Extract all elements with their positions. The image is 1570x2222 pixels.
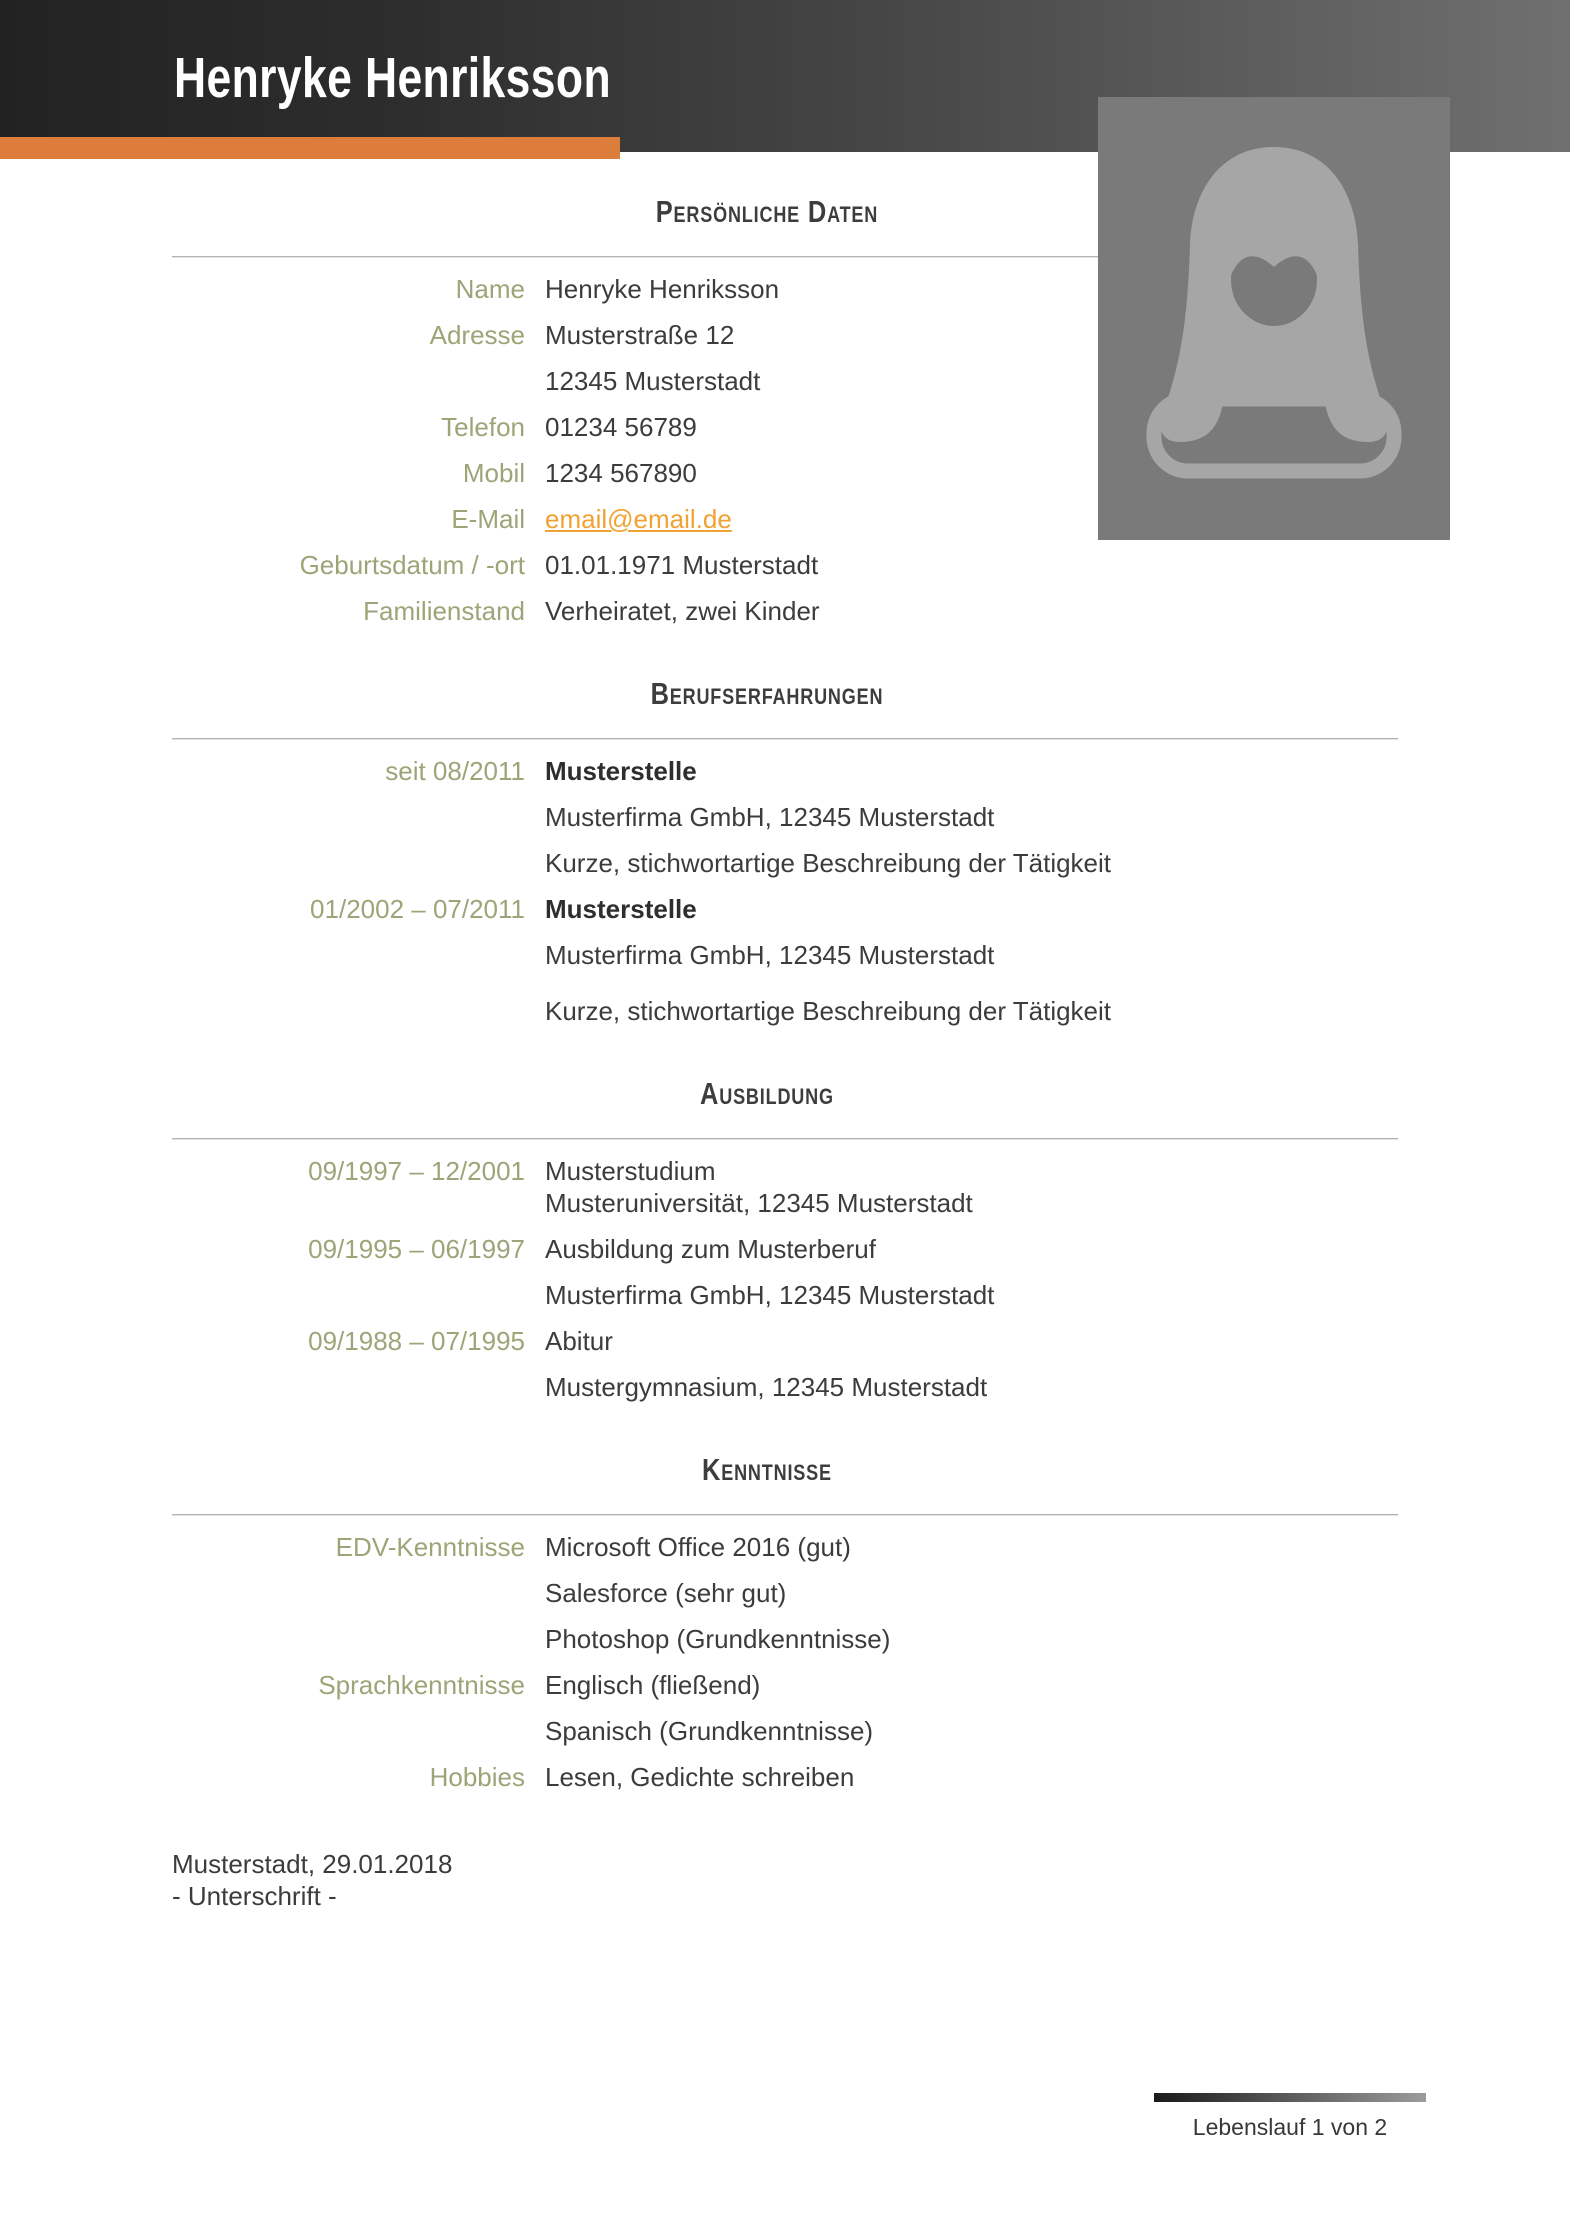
profile-photo bbox=[1098, 97, 1450, 540]
row-label: Hobbies bbox=[429, 1762, 525, 1792]
page-number-label: Lebenslauf 1 von 2 bbox=[1192, 2114, 1388, 2140]
section-heading-ausbildung: Ausbildung bbox=[700, 1076, 834, 1111]
row-label bbox=[172, 848, 525, 878]
row-label: Mobil bbox=[462, 458, 525, 488]
row-label: 09/1997 – 12/2001 bbox=[308, 1156, 525, 1186]
row-label bbox=[172, 366, 525, 396]
row-value: 01234 56789 bbox=[545, 412, 697, 442]
table-row bbox=[172, 1762, 1398, 1792]
row-label: 09/1995 – 06/1997 bbox=[308, 1234, 525, 1264]
table-row bbox=[172, 1234, 1398, 1264]
table-row bbox=[172, 802, 1398, 832]
table-row bbox=[172, 848, 1398, 878]
row-label: Sprachkenntnisse bbox=[318, 1670, 525, 1700]
table-row bbox=[172, 1532, 1398, 1562]
row-value: Ausbildung zum Musterberuf bbox=[545, 1234, 876, 1264]
signature-place-date: Musterstadt, 29.01.2018 bbox=[172, 1849, 453, 1879]
table-row bbox=[172, 1326, 1398, 1356]
table-row bbox=[172, 894, 1398, 924]
table-row bbox=[172, 1372, 1398, 1402]
section-rule bbox=[172, 738, 1398, 740]
row-label: Name bbox=[455, 274, 525, 304]
row-value: Salesforce (sehr gut) bbox=[545, 1578, 787, 1608]
row-value: Musterstraße 12 bbox=[545, 320, 735, 350]
row-value: Mustergymnasium, 12345 Musterstadt bbox=[545, 1372, 988, 1402]
table-row bbox=[172, 1280, 1398, 1310]
row-value: Musterstelle bbox=[545, 756, 697, 786]
table-row bbox=[172, 550, 1398, 580]
row-value: Musterfirma GmbH, 12345 Musterstadt bbox=[545, 802, 995, 832]
person-silhouette-icon bbox=[1098, 97, 1450, 540]
row-label: 01/2002 – 07/2011 bbox=[310, 894, 525, 924]
section-kenntnisse bbox=[172, 1532, 1398, 1808]
email-link[interactable]: email@email.de bbox=[545, 504, 732, 534]
row-value: 12345 Musterstadt bbox=[545, 366, 761, 396]
row-label bbox=[172, 1188, 525, 1218]
signature-placeholder: - Unterschrift - bbox=[172, 1881, 337, 1911]
table-row bbox=[172, 1670, 1398, 1700]
section-heading-persoenliche-daten: Persönliche Daten bbox=[655, 194, 879, 229]
row-label bbox=[172, 802, 525, 832]
row-label: Geburtsdatum / -ort bbox=[299, 550, 525, 580]
section-heading-kenntnisse: Kenntnisse bbox=[702, 1452, 832, 1487]
page-footer bbox=[1154, 2093, 1426, 2141]
table-row bbox=[172, 1578, 1398, 1608]
section-berufserfahrungen bbox=[172, 756, 1398, 1042]
accent-bar bbox=[0, 137, 620, 159]
row-value: Photoshop (Grundkenntnisse) bbox=[545, 1624, 891, 1654]
row-value: Henryke Henriksson bbox=[545, 274, 780, 304]
row-value: Kurze, stichwortartige Beschreibung der Tätigkeit bbox=[545, 996, 1112, 1026]
row-label: seit 08/2011 bbox=[385, 756, 525, 786]
row-label bbox=[172, 1372, 525, 1402]
row-value: 1234 567890 bbox=[545, 458, 697, 488]
row-label bbox=[172, 1716, 525, 1746]
row-label: E-Mail bbox=[451, 504, 525, 534]
row-value: Lesen, Gedichte schreiben bbox=[545, 1762, 855, 1792]
row-label: Telefon bbox=[441, 412, 525, 442]
table-row bbox=[172, 996, 1398, 1026]
row-value: Abitur bbox=[545, 1326, 613, 1356]
row-label: Adresse bbox=[429, 320, 525, 350]
row-label bbox=[172, 1280, 525, 1310]
row-value: Verheiratet, zwei Kinder bbox=[545, 596, 820, 626]
row-label bbox=[172, 1578, 525, 1608]
row-value: Microsoft Office 2016 (gut) bbox=[545, 1532, 851, 1562]
table-row bbox=[172, 1156, 1398, 1186]
table-row bbox=[172, 1188, 1398, 1218]
table-row bbox=[172, 1716, 1398, 1746]
table-row bbox=[172, 1624, 1398, 1654]
row-label: Familienstand bbox=[363, 596, 525, 626]
row-value: Musterstudium bbox=[545, 1156, 716, 1186]
row-label bbox=[172, 996, 525, 1026]
row-value: 01.01.1971 Musterstadt bbox=[545, 550, 819, 580]
section-ausbildung bbox=[172, 1156, 1398, 1418]
section-heading-berufserfahrungen: Berufserfahrungen bbox=[650, 676, 884, 711]
row-value: Musterstelle bbox=[545, 894, 697, 924]
page-footer-bar bbox=[1154, 2093, 1426, 2102]
section-rule bbox=[172, 1138, 1398, 1140]
row-label: EDV-Kenntnisse bbox=[335, 1532, 525, 1562]
row-label bbox=[172, 940, 525, 970]
row-value: Spanisch (Grundkenntnisse) bbox=[545, 1716, 874, 1746]
row-value: Musterfirma GmbH, 12345 Musterstadt bbox=[545, 940, 995, 970]
table-row bbox=[172, 596, 1398, 626]
table-row bbox=[172, 756, 1398, 786]
row-value: Musteruniversität, 12345 Musterstadt bbox=[545, 1188, 973, 1218]
row-value: Kurze, stichwortartige Beschreibung der Tätigkeit bbox=[545, 848, 1112, 878]
table-row bbox=[172, 940, 1398, 970]
candidate-name: Henryke Henriksson bbox=[174, 46, 611, 110]
row-value: Musterfirma GmbH, 12345 Musterstadt bbox=[545, 1280, 995, 1310]
row-label: 09/1988 – 07/1995 bbox=[308, 1326, 525, 1356]
signature-block bbox=[172, 1848, 1398, 1912]
row-value: Englisch (fließend) bbox=[545, 1670, 761, 1700]
row-label bbox=[172, 1624, 525, 1654]
section-rule bbox=[172, 1514, 1398, 1516]
